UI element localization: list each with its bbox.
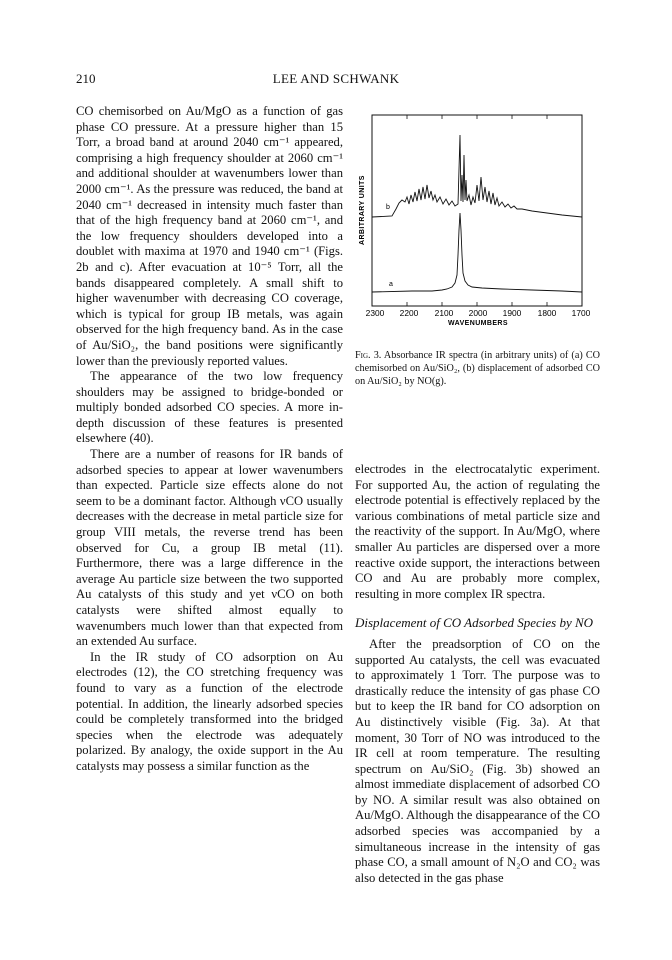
page-header: [0, 71, 672, 91]
curve-label-b: b: [386, 204, 390, 211]
spectrum-a: [372, 213, 582, 292]
x-tick-label: 2100: [434, 308, 454, 318]
paragraph: electrodes in the electrocatalytic experiment. For supported Au, the action of regulating the electrode potential is effectively replaced by the various combinations of metal particle size and the reactivity of the support. In Au/MgO, where smaller Au particles are dispersed over a more reactive oxide support, the interactions between CO and Au are probably more complex, resulting in more complex IR spectra.: [355, 462, 600, 601]
running-head: LEE AND SCHWANK: [272, 71, 400, 86]
x-ticks: [372, 115, 582, 306]
paragraph: The appearance of the two low frequency shoulders may be assigned to bridge-bonded or multiply bonded adsorbed CO species. A more in-depth discussion of these features is presented elsewhere (40).: [76, 369, 343, 446]
left-column: [76, 104, 343, 775]
paragraph: CO chemisorbed on Au/MgO as a function of gas phase CO pressure. At a pressure higher than 15 Torr, a broad band at around 2040 cm⁻¹ appeared, comprising a high frequency shoulder at 2060 cm⁻¹ and additional shoulder at wavenumbers lower than 2000 cm⁻¹. As the pressure was reduced, the band at 2040 cm⁻¹ decreased in intensity much faster than that of the high frequency band at 2060 cm⁻¹, and the low frequency shoulders developed into a doublet with maxima at 1970 and 1940 cm⁻¹ (Figs. 2b and c). After evacuation at 10⁻⁵ Torr, all the bands disappeared completely. A small shift to higher wavenumber with decreasing CO coverage, which is typical for group IB metals, was again observed for the high frequency band. As in the case of Au/SiO₂, the band positions were significantly lower than the previously reported values.: [76, 104, 343, 368]
spectrum-b: [372, 135, 582, 217]
x-tick-label: 2000: [468, 308, 488, 318]
x-tick-label: 2200: [399, 308, 419, 318]
plot-frame: [372, 115, 582, 306]
paragraph: There are a number of reasons for IR bands of adsorbed species to appear at lower wavenumbers than expected. Particle size effects alone do not seem to be a dominant factor. Although νCO usually decreases with the decrease in metal particle size for group VIII metals, the reverse trend has been observed for Cu, a group IB metal (11). Furthermore, there was a large difference in the average Au particle size between the two supported Au catalysts of this study and yet νCO on both catalysts were shifted almost equally to wavenumbers much lower than that expected from an extended Au surface.: [76, 447, 343, 649]
spectra-plot: [352, 105, 600, 345]
figure-caption-label: Fig. 3.: [355, 350, 382, 361]
y-axis-label: ARBITRARY UNITS: [359, 175, 366, 245]
paragraph: In the IR study of CO adsorption on Au electrodes (12), the CO stretching frequency was found to vary as a function of the electrode potential. In addition, the linearly adsorbed species could be completely transformed into the bridged species when the electrode was adequately polarized. By analogy, the oxide support in the Au catalysts may possess a similar function as the: [76, 649, 343, 773]
page-number: 210: [76, 71, 96, 86]
x-tick-label: 1700: [571, 308, 591, 318]
x-axis-label: WAVENUMBERS: [448, 320, 508, 327]
curve-label-a: a: [389, 281, 393, 288]
section-heading: Displacement of CO Adsorbed Species by NO: [355, 615, 594, 631]
x-tick-label: 2300: [365, 308, 385, 318]
x-tick-labels: [366, 308, 591, 318]
right-column: [355, 462, 600, 886]
paragraph: After the preadsorption of CO on the supported Au catalysts, the cell was evacuated to approximately 1 Torr. The purpose was to drastically reduce the intensity of gas phase CO but to keep the IR band for CO adsorption on Au distinctively visible (Fig. 3a). At that moment, 30 Torr of NO was introduced to the IR cell at room temperature. The resulting spectrum on Au/SiO₂ (Fig. 3b) showed an almost immediate displacement of adsorbed CO by NO. A similar result was also obtained on Au/MgO. Although the disappearance of the CO adsorbed species was accompanied by a simultaneous increase in the intensity of gas phase CO, a small amount of N₂O and CO₂ was also detected in the gas phase: [355, 636, 600, 885]
figure-caption-text: Absorbance IR spectra (in arbitrary units) of (a) CO chemisorbed on Au/SiO₂, (b) displacement of adsorbed CO on Au/SiO₂ by NO(g).: [355, 350, 600, 388]
x-tick-label: 1800: [537, 308, 557, 318]
x-tick-label: 1900: [502, 308, 522, 318]
figure-caption: [355, 349, 600, 389]
